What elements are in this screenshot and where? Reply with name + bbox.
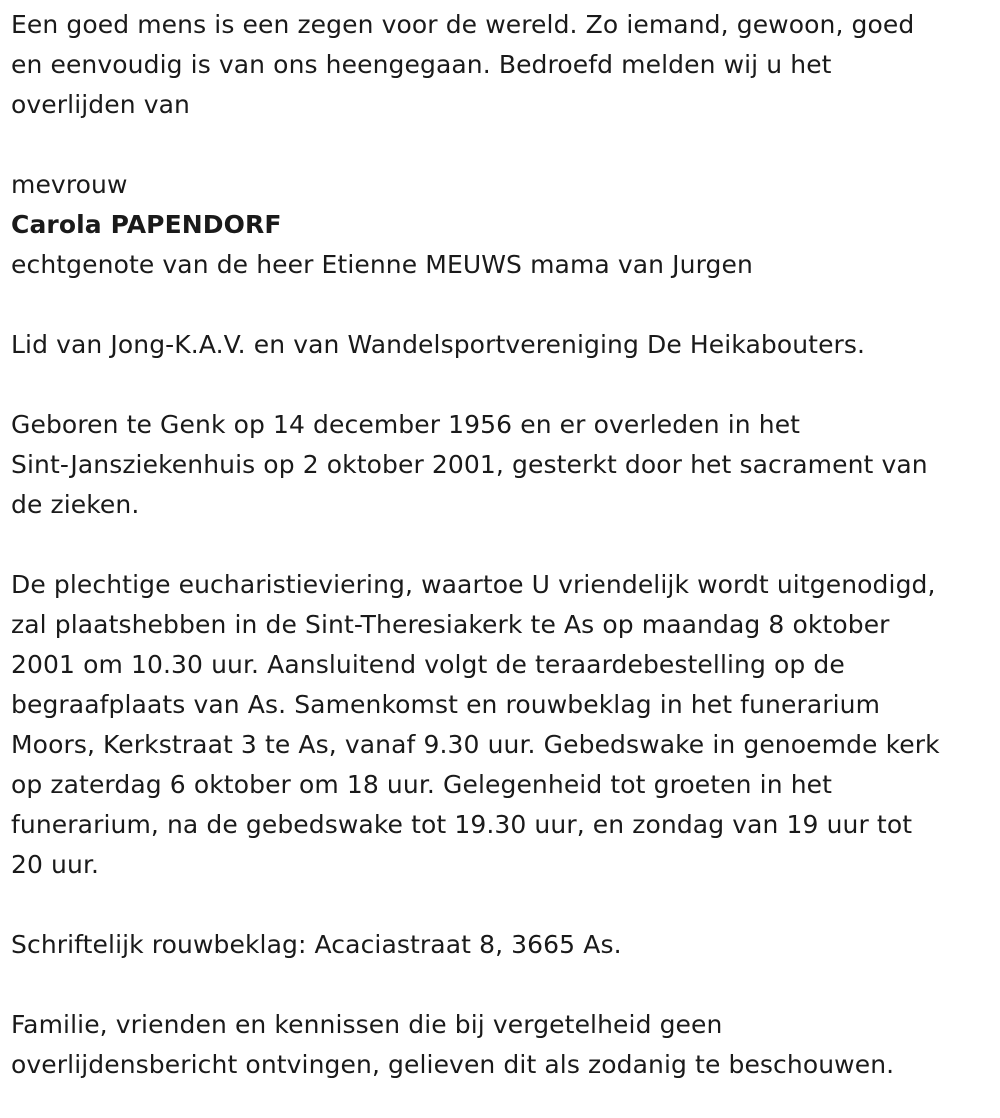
spacer xyxy=(11,365,996,405)
ceremony-line-5: Moors, Kerkstraat 3 te As, vanaf 9.30 uur. Gebedswake in genoemde kerk xyxy=(11,730,940,759)
intro-paragraph xyxy=(11,5,996,125)
spacer xyxy=(11,285,996,325)
deceased-relation: echtgenote van de heer Etienne MEUWS mama van Jurgen xyxy=(11,250,753,279)
ceremony-line-1: De plechtige eucharistieviering, waartoe U vriendelijk wordt uitgenodigd, xyxy=(11,570,936,599)
spacer xyxy=(11,525,996,565)
ceremony-paragraph xyxy=(11,565,996,885)
spacer xyxy=(11,965,996,1005)
ceremony-line-8: 20 uur. xyxy=(11,850,100,879)
ceremony-line-7: funerarium, na de gebedswake tot 19.30 uur, en zondag van 19 uur tot xyxy=(11,810,913,839)
closing-line-1: Familie, vrienden en kennissen die bij vergetelheid geen xyxy=(11,1010,723,1039)
birth-death-paragraph xyxy=(11,405,996,525)
obituary-document xyxy=(11,0,996,1085)
intro-line-2: en eenvoudig is van ons heengegaan. Bedroefd melden wij u het xyxy=(11,50,832,79)
intro-line-3: overlijden van xyxy=(11,90,190,119)
birth-death-line-3: de zieken. xyxy=(11,490,140,519)
ceremony-line-4: begraafplaats van As. Samenkomst en rouwbeklag in het funerarium xyxy=(11,690,881,719)
closing-line-2: overlijdensbericht ontvingen, gelieven dit als zodanig te beschouwen. xyxy=(11,1050,895,1079)
intro-line-1: Een goed mens is een zegen voor de wereld. Zo iemand, gewoon, goed xyxy=(11,10,915,39)
ceremony-line-6: op zaterdag 6 oktober om 18 uur. Gelegenheid tot groeten in het xyxy=(11,770,833,799)
ceremony-line-3: 2001 om 10.30 uur. Aansluitend volgt de teraardebestelling op de xyxy=(11,650,845,679)
deceased-name: Carola PAPENDORF xyxy=(11,210,282,239)
spacer xyxy=(11,125,996,165)
closing-paragraph xyxy=(11,1005,996,1085)
ceremony-line-2: zal plaatshebben in de Sint-Theresiakerk te As op maandag 8 oktober xyxy=(11,610,890,639)
written-condolence-line: Schriftelijk rouwbeklag: Acaciastraat 8, 3665 As. xyxy=(11,930,622,959)
membership-line: Lid van Jong-K.A.V. en van Wandelsportvereniging De Heikabouters. xyxy=(11,330,866,359)
deceased-title: mevrouw xyxy=(11,170,128,199)
birth-death-line-1: Geboren te Genk op 14 december 1956 en er overleden in het xyxy=(11,410,801,439)
birth-death-line-2: Sint-Jansziekenhuis op 2 oktober 2001, gesterkt door het sacrament van xyxy=(11,450,928,479)
spacer xyxy=(11,885,996,925)
